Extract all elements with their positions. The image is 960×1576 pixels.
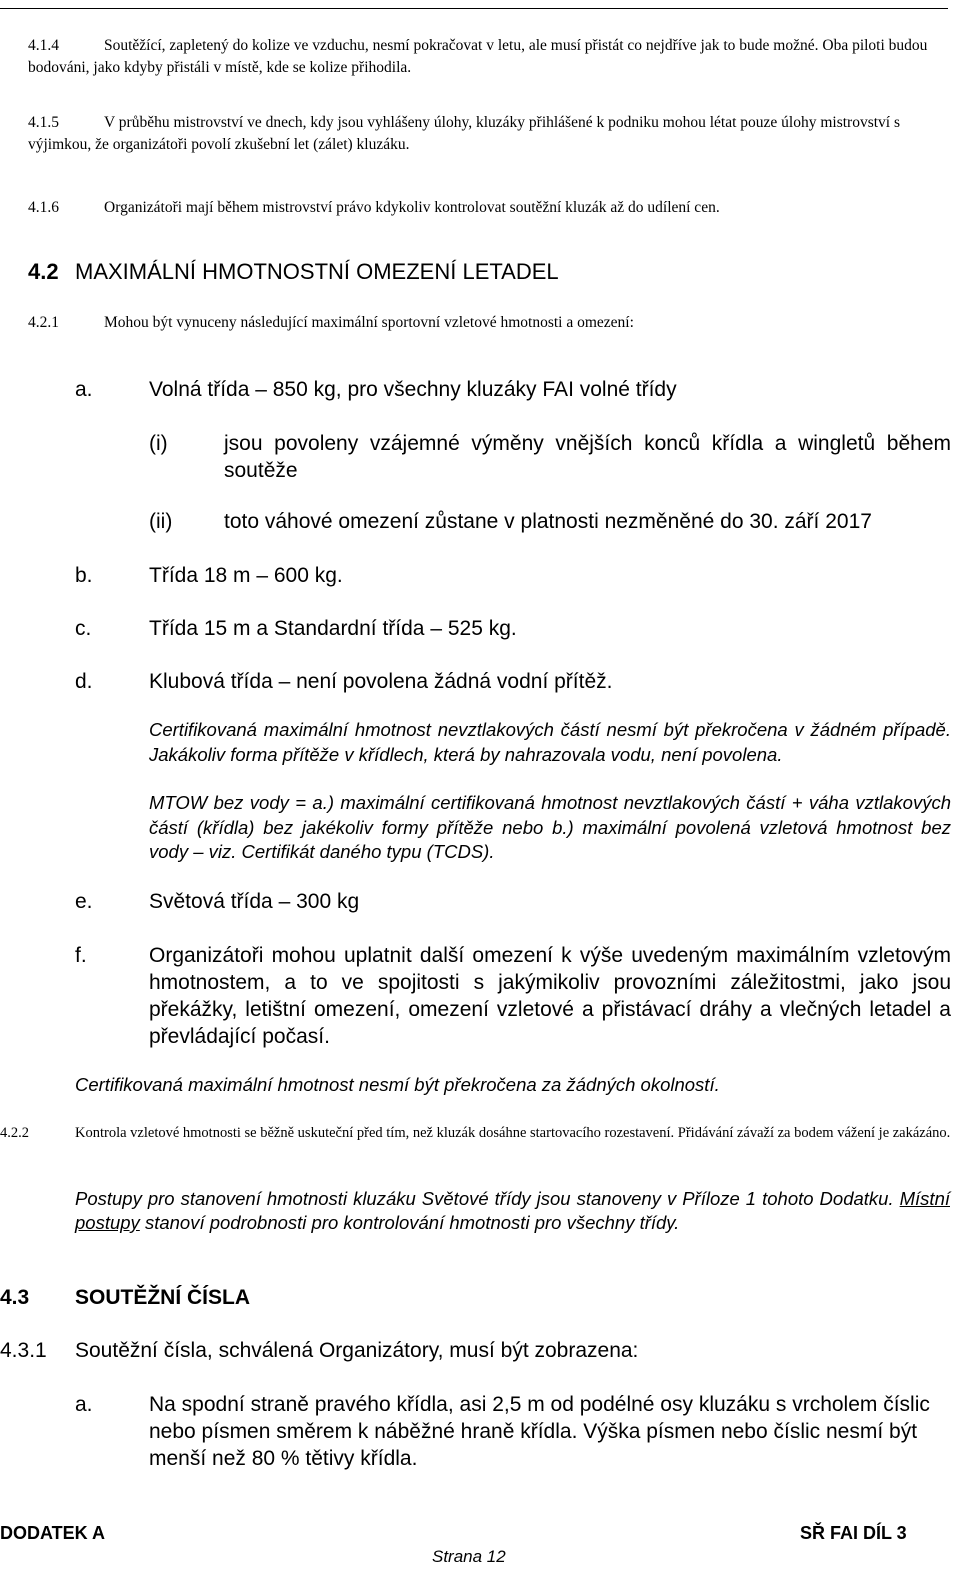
page-number: Strana 12	[432, 1547, 506, 1566]
list-item-b: Třída 18 m – 600 kg.	[149, 564, 343, 587]
footer-left: DODATEK A	[0, 1523, 105, 1543]
clause-number: 4.2.1	[28, 314, 59, 331]
clause-number: 4.1.4	[28, 37, 59, 54]
section-number: 4.2	[28, 259, 59, 284]
clause-number: 4.2.2	[0, 1125, 29, 1141]
section-number: 4.3	[0, 1286, 30, 1309]
list-marker: e.	[75, 890, 93, 913]
clause-number: 4.1.5	[28, 114, 59, 131]
clause-4-1-5-text: V průběhu mistrovství ve dnech, kdy jsou vyhlášeny úlohy, kluzáky přihlášené k podniku mohou létat pouze úlohy mistrovství s výjimkou, že organizátoři povolí zkušební let (zálet) kluzáku.	[28, 114, 900, 153]
note-max-weight: Certifikovaná maximální hmotnost nesmí být překročena za žádných okolností.	[75, 1074, 720, 1095]
list-item-f: Organizátoři mohou uplatnit další omezení k výše uvedeným maximálním vzletovým hmotnostem, a to ve spojitosti s jakýmikoliv provozními záležitostmi, jako jsou překážky, letištní omezení, omezení vzletové a přistávací dráhy a vlečných letadel a převládající počasí.	[149, 944, 951, 1048]
sub-item-i: jsou povoleny vzájemné výměny vnějších konců křídla a wingletů během soutěže	[224, 432, 951, 482]
note-d-paragraph-2: MTOW bez vody = a.) maximální certifikovaná hmotnost nevztlakových částí + váha vztlakových částí (křídla) bez jakékoliv formy přítěže nebo b.) maximální povolená vzletová hmotnost bez vody – viz. Certifikát daného typu (TCDS).	[149, 792, 951, 862]
clause-text	[28, 112, 950, 156]
clause-4-3-1-a-text: Na spodní straně pravého křídla, asi 2,5 m od podélné osy kluzáku s vrcholem číslic nebo písmen směrem k náběžné hraně křídla. Výška písmen nebo číslic nesmí být menší než 80 % tětivy křídla.	[149, 1393, 930, 1470]
clause-4-1-6-text: Organizátoři mají během mistrovství právo kdykoliv kontrolovat soutěžní kluzák až do udílení cen.	[104, 199, 720, 216]
list-marker: b.	[75, 564, 93, 587]
postupy-paragraph	[75, 1187, 950, 1235]
clause-4-3-1-text: Soutěžní čísla, schválená Organizátory, musí být zobrazena:	[75, 1339, 639, 1362]
list-item-e: Světová třída – 300 kg	[149, 890, 360, 913]
section-title: SOUTĚŽNÍ ČÍSLA	[75, 1286, 251, 1309]
top-rule	[0, 8, 948, 9]
list-marker: d.	[75, 670, 93, 693]
postupy-text-2: stanoví podrobnosti pro kontrolování hmotnosti pro všechny třídy.	[144, 1212, 680, 1233]
list-marker: a.	[75, 1393, 93, 1416]
clause-number: 4.3.1	[0, 1339, 47, 1362]
clause-4-2-2-text: Kontrola vzletové hmotnosti se běžně uskuteční před tím, než kluzák dosáhne startovacího rozestavení. Přidávání závaží za bodem vážení je zakázáno.	[75, 1125, 951, 1141]
list-marker: f.	[75, 944, 87, 967]
list-marker: a.	[75, 378, 93, 401]
clause-text	[28, 35, 950, 79]
mistni-postupy-link[interactable]: Místní postupy	[75, 1188, 950, 1233]
clause-4-1-4-text: Soutěžící, zapletený do kolize ve vzduchu, nesmí pokračovat v letu, ale musí přistát co nejdříve jak to bude možné. Oba piloti budou bodováni, jako kdyby přistáli v místě, kde se kolize přihodila.	[28, 37, 928, 76]
list-item-a: Volná třída – 850 kg, pro všechny kluzáky FAI volné třídy	[149, 378, 677, 401]
clause-4-2-1-text: Mohou být vynuceny následující maximální sportovní vzletové hmotnosti a omezení:	[104, 314, 634, 331]
footer-right: SŘ FAI DÍL 3	[800, 1523, 907, 1543]
note-d-paragraph-1: Certifikovaná maximální hmotnost nevztlakových částí nesmí být překročena v žádném případě. Jakákoliv forma přítěže v křídlech, která by nahrazovala vodu, není povolena.	[149, 719, 951, 765]
sub-item-ii: toto váhové omezení zůstane v platnosti nezměněné do 30. září 2017	[224, 510, 872, 533]
list-item-d: Klubová třída – není povolena žádná vodní přítěž.	[149, 670, 613, 693]
list-item-c: Třída 15 m a Standardní třída – 525 kg.	[149, 617, 517, 640]
section-title: MAXIMÁLNÍ HMOTNOSTNÍ OMEZENÍ LETADEL	[75, 259, 559, 284]
sub-marker: (i)	[149, 432, 168, 455]
sub-marker: (ii)	[149, 510, 173, 533]
list-marker: c.	[75, 617, 92, 640]
clause-number: 4.1.6	[28, 199, 59, 216]
postupy-text-1: Postupy pro stanovení hmotnosti kluzáku Světové třídy jsou stanoveny v Příloze 1 tohoto Dodatku.	[75, 1188, 894, 1209]
